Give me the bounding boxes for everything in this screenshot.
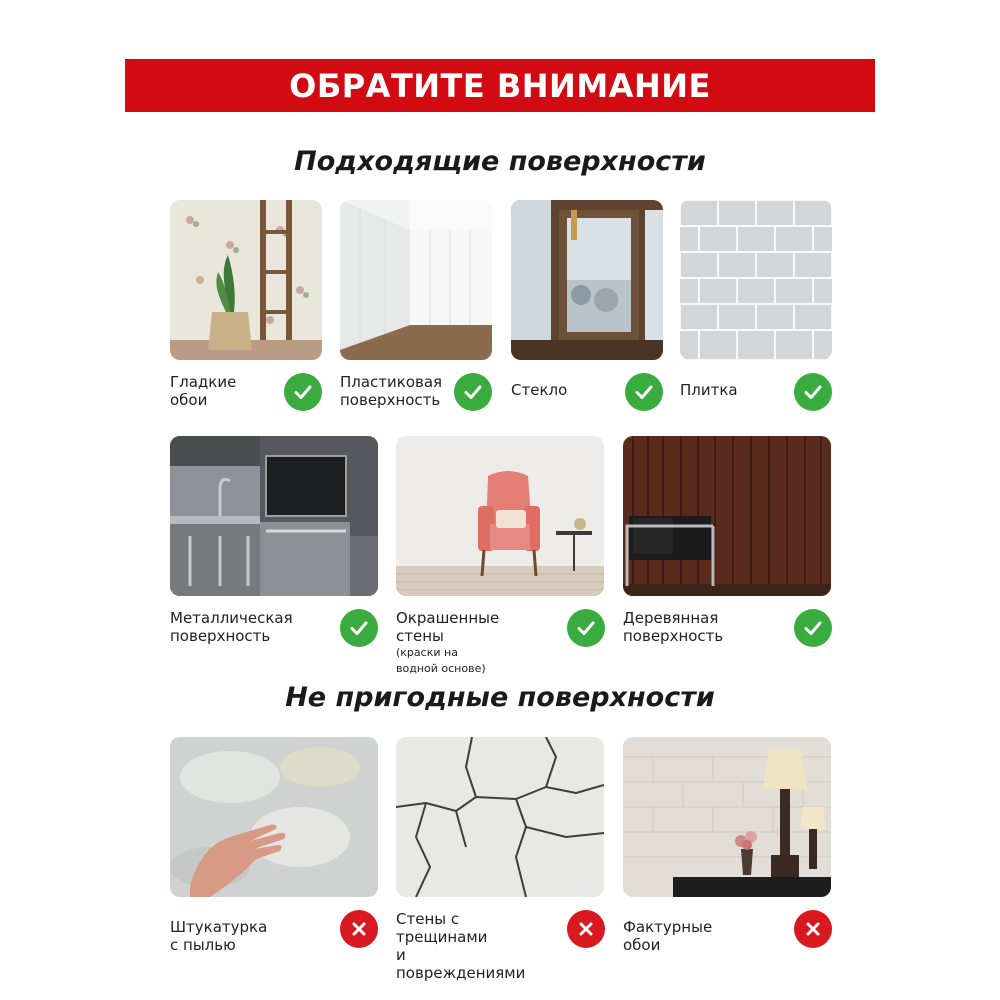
wood-surface-photo <box>623 436 831 596</box>
check-icon <box>794 609 832 647</box>
dusty-plaster-caption: Штукатурка с пылью <box>170 918 268 954</box>
check-icon <box>284 373 322 411</box>
smooth-wallpaper-photo <box>170 200 322 360</box>
cracked-walls-photo <box>396 737 604 897</box>
check-icon <box>625 373 663 411</box>
metal-surface-caption: Металлическая поверхность <box>170 609 293 645</box>
dusty-plaster-photo <box>170 737 378 897</box>
plastic-surface-photo <box>340 200 492 360</box>
cross-icon <box>794 910 832 948</box>
cross-icon <box>567 910 605 948</box>
glass-photo <box>511 200 663 360</box>
suitable-section-title: Подходящие поверхности <box>294 146 706 177</box>
check-icon <box>794 373 832 411</box>
wood-surface-caption: Деревянная поверхность <box>623 609 724 645</box>
cross-icon <box>340 910 378 948</box>
unsuitable-section-title: Не пригодные поверхности <box>285 682 715 713</box>
painted-walls-photo <box>396 436 604 596</box>
textured-wallpaper-photo <box>623 737 831 897</box>
metal-surface-photo <box>170 436 378 596</box>
banner-title: ОБРАТИТЕ ВНИМАНИЕ <box>289 66 711 105</box>
plastic-surface-caption: Пластиковая поверхность <box>340 373 443 409</box>
textured-wallpaper-caption: Фактурные обои <box>623 918 713 954</box>
tile-caption: Плитка <box>680 381 738 399</box>
check-icon <box>340 609 378 647</box>
painted-walls-caption: Окрашенные стены (краски на водной основе) <box>396 609 500 675</box>
check-icon <box>454 373 492 411</box>
check-icon <box>567 609 605 647</box>
warning-banner <box>125 59 875 112</box>
cracked-walls-caption: Стены с трещинами и повреждениями <box>396 910 526 982</box>
glass-caption: Стекло <box>511 381 568 399</box>
smooth-wallpaper-caption: Гладкие обои <box>170 373 237 409</box>
tile-photo <box>680 200 832 360</box>
